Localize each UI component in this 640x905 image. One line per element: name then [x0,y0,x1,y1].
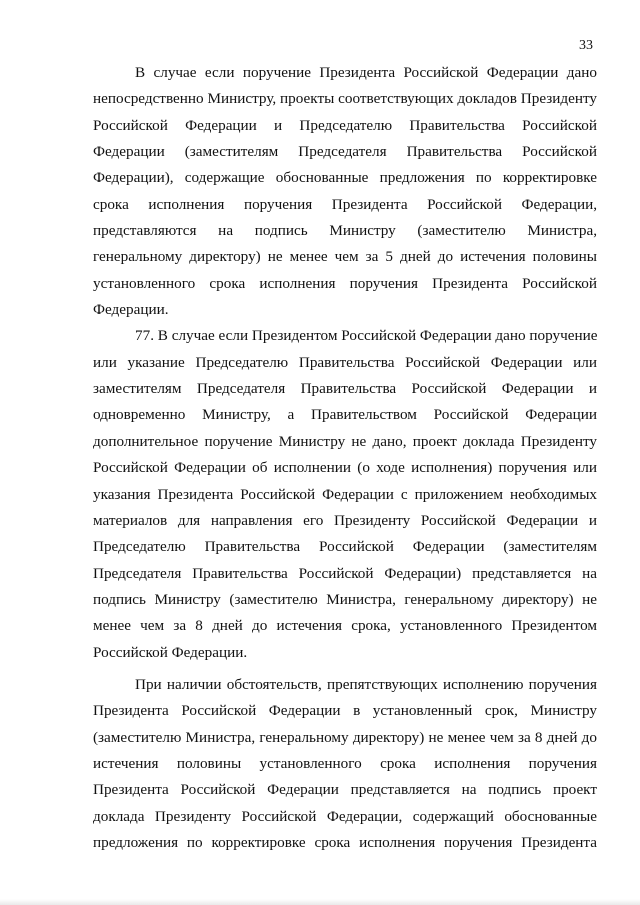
text-line: Российской Федерации об исполнении (о ходе исполнения) поручения или [93,459,597,477]
text-line: Российской Федерации и Председателю Правительства Российской [93,116,597,134]
body-text [93,60,597,856]
text-line: Федерации. [93,301,169,319]
text-line: представляются на подпись Министру (заместителю Министра, [93,222,597,240]
text-line: или указание Председателю Правительства Российской Федерации или [93,353,597,371]
text-line: менее чем за 8 дней до истечения срока, установленного Президентом [93,617,597,635]
text-line: непосредственно Министру, проекты соответствующих докладов Президенту [93,90,597,108]
text-line: предложения по корректировке срока исполнения поручения Президента [93,833,597,851]
text-line: истечения половины установленного срока исполнения поручения [93,754,597,772]
text-line: (заместителю Министра, генеральному директору) не менее чем за 8 дней до [93,728,597,746]
text-line: установленного срока исполнения поручения Президента Российской [93,274,597,292]
text-line: Председателя Правительства Российской Федерации) представляется на [93,564,597,582]
text-line: заместителям Председателя Правительства Российской Федерации и [93,380,597,398]
text-line: срока исполнения поручения Президента Российской Федерации, [93,195,597,213]
text-line: генеральному директору) не менее чем за 5 дней до истечения половины [93,248,597,266]
text-line: дополнительное поручение Министру не дано, проект доклада Президенту [93,432,597,450]
text-line: Президента Российской Федерации в установленный срок, Министру [93,702,597,720]
text-line: материалов для направления его Президенту Российской Федерации и [93,511,597,529]
page-bottom-edge [0,899,640,905]
page-number: 33 [579,38,593,53]
text-line: Федерации), содержащие обоснованные предложения по корректировке [93,169,597,187]
text-line: подпись Министру (заместителю Министра, генеральному директору) не [93,590,597,608]
text-line: В случае если поручение Президента Российской Федерации дано [135,64,597,81]
text-line: доклада Президенту Российской Федерации, содержащий обоснованные [93,807,597,825]
text-line: 77. В случае если Президентом Российской Федерации дано поручение [135,327,598,345]
text-line: Президента Российской Федерации представляется на подпись проект [93,781,597,799]
text-line: Председателю Правительства Российской Федерации (заместителям [93,538,597,556]
text-line: одновременно Министру, а Правительством Российской Федерации [93,406,597,424]
text-line: При наличии обстоятельств, препятствующих исполнению поручения [135,675,597,693]
text-line: Федерации (заместителям Председателя Правительства Российской [93,143,597,161]
text-line: указания Президента Российской Федерации с приложением необходимых [93,485,597,503]
text-line: Российской Федерации. [93,643,248,661]
